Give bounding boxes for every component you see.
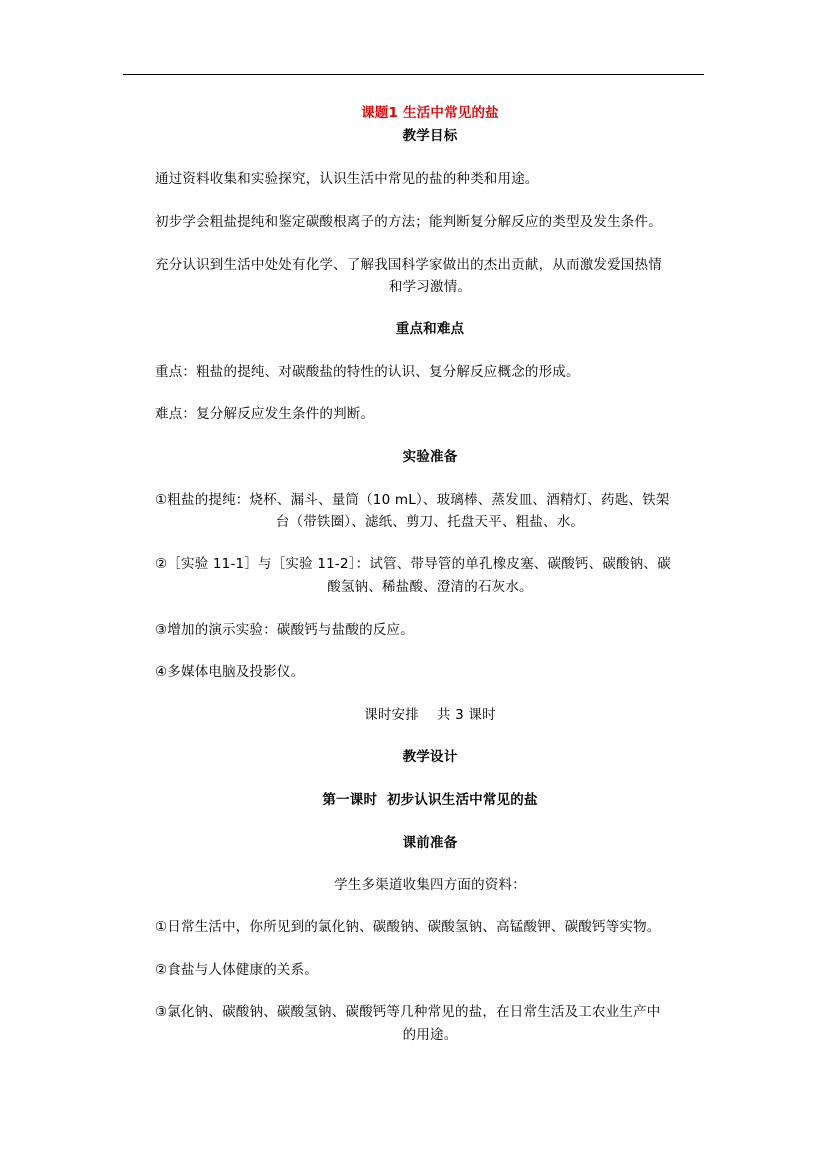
- prep-item-2-line1: ②［实验 11-1］与［实验 11-2］：试管、带导管的单孔橡皮塞、碳酸钙、碳酸钠、碳: [155, 556, 671, 572]
- prep-item-4: ④多媒体电脑及投影仪。: [155, 664, 305, 680]
- collect-intro: 学生多渠道收集四方面的资料：: [334, 877, 526, 893]
- prep-item-1-line2: 台（带铁圈）、滤纸、剪刀、托盘天平、粗盐、水。: [275, 514, 585, 530]
- difficulty-point: 难点：复分解反应发生条件的判断。: [155, 406, 375, 422]
- objective-3-line2: 和学习激情。: [388, 279, 472, 295]
- prep-item-3: ③增加的演示实验：碳酸钙与盐酸的反应。: [155, 622, 414, 638]
- collect-item-3-line1: ③氯化钠、碳酸钠、碳酸氢钠、碳酸钙等几种常见的盐，在日常生活及工农业生产中: [155, 1004, 661, 1020]
- prep-item-1-line1: ①粗盐的提纯：烧杯、漏斗、量筒（10 mL）、玻璃棒、蒸发皿、酒精灯、药匙、铁架: [155, 492, 670, 508]
- heading-objectives: 教学目标: [402, 128, 458, 144]
- header-rule: [123, 74, 704, 75]
- heading-design: 教学设计: [402, 749, 458, 765]
- lesson-title: 课题1 生活中常见的盐: [361, 105, 499, 121]
- heading-keypoints: 重点和难点: [395, 321, 465, 337]
- objective-2: 初步学会粗盐提纯和鉴定碳酸根离子的方法；能判断复分解反应的类型及发生条件。: [155, 214, 662, 230]
- heading-preparation: 实验准备: [402, 449, 458, 465]
- collect-item-2: ②食盐与人体健康的关系。: [155, 962, 319, 978]
- objective-1: 通过资料收集和实验探究，认识生活中常见的盐的种类和用途。: [155, 171, 539, 187]
- key-point: 重点：粗盐的提纯、对碳酸盐的特性的认识、复分解反应概念的形成。: [155, 364, 580, 380]
- heading-before-class: 课前准备: [402, 835, 458, 851]
- collect-item-1: ①日常生活中，你所见到的氯化钠、碳酸钠、碳酸氢钠、高锰酸钾、碳酸钙等实物。: [155, 919, 661, 935]
- prep-item-2-line2: 酸氢钠、稀盐酸、澄清的石灰水。: [327, 579, 533, 595]
- heading-lesson-1: 第一课时 初步认识生活中常见的盐: [322, 792, 538, 808]
- schedule: 课时安排 共 3 课时: [364, 707, 496, 723]
- collect-item-3-line2: 的用途。: [402, 1027, 458, 1043]
- objective-3-line1: 充分认识到生活中处处有化学、了解我国科学家做出的杰出贡献，从而激发爱国热情: [155, 257, 662, 273]
